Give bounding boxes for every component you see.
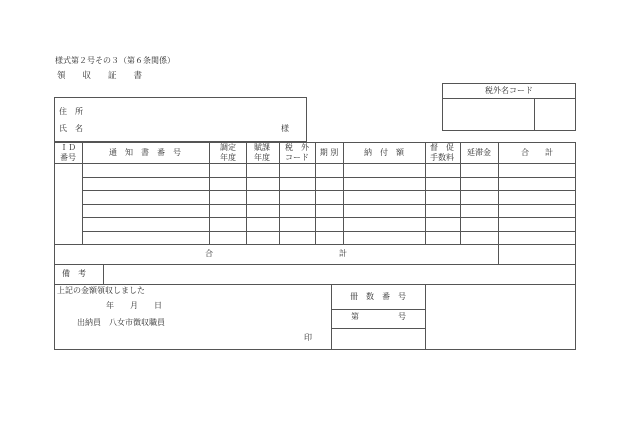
col-zeigai-bottom: コード (285, 153, 309, 162)
address-box (54, 97, 307, 142)
col-tei-bottom: 年度 (220, 153, 236, 162)
address-label: 住 所 (59, 107, 83, 116)
col-id-bottom: 番号 (60, 153, 76, 162)
col-payment: 納 付 額 (364, 148, 404, 157)
col-tokusoku-bottom: 手数料 (430, 153, 454, 162)
col-tokusoku-top: 督 促 (430, 143, 454, 152)
receipt-date-line: 年 月 日 (106, 301, 162, 310)
honorific-label: 様 (281, 124, 289, 133)
col-total: 合 計 (521, 148, 553, 157)
remarks-label: 備 考 (62, 269, 86, 278)
ledger-number-suffix: 号 (398, 312, 406, 321)
name-label: 氏 名 (59, 124, 83, 133)
col-fuka-bottom: 年度 (254, 153, 270, 162)
form-number: 様式第２号その３（第６条関係） (55, 56, 175, 65)
seal-label: 印 (304, 333, 312, 342)
col-period: 期 別 (319, 148, 339, 157)
total-row-left: 合 (205, 249, 213, 258)
ledger-number-prefix: 第 (351, 312, 359, 321)
col-zeigai-top: 税 外 (285, 143, 309, 152)
col-tei-top: 調定 (220, 143, 236, 152)
total-row-right: 計 (339, 249, 347, 258)
document-title: 領 収 証 書 (57, 71, 143, 81)
ledger-label: 冊 数 番 号 (350, 292, 406, 301)
code-box-label: 税外名コード (485, 86, 533, 95)
receipt-statement: 上記の金額領収しました (57, 286, 145, 295)
col-fuka-top: 賦課 (254, 143, 270, 152)
col-id-top: ＩＤ (60, 143, 76, 152)
cashier-label: 出納員 八女市徴収職員 (77, 318, 165, 327)
col-notice-number: 通 知 書 番 号 (109, 148, 181, 157)
col-late-fee: 延滞金 (467, 148, 491, 157)
